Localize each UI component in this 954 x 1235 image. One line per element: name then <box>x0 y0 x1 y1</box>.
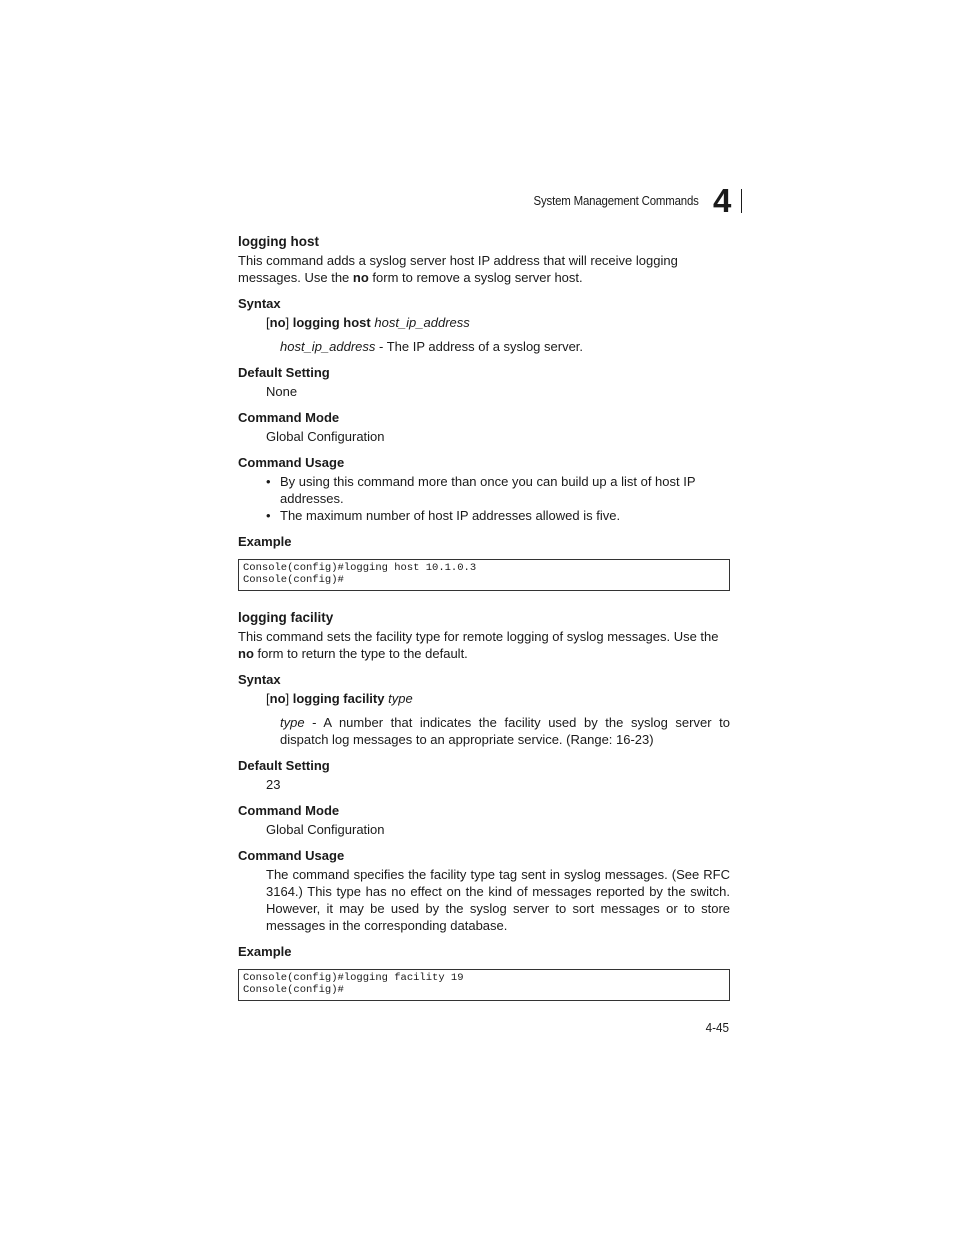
example-code-block: Console(config)#logging facility 19 Console(config)# <box>238 969 730 1001</box>
page-number: 4-45 <box>705 1020 729 1035</box>
syntax-parameter: host_ip_address <box>374 315 470 330</box>
description-text: form to return the type to the default. <box>253 646 468 661</box>
syntax-no-keyword: no <box>269 315 286 330</box>
default-setting-heading: Default Setting <box>238 758 330 773</box>
description-keyword: no <box>352 270 369 285</box>
parameter-text: - The IP address of a syslog server. <box>375 339 584 354</box>
parameter-text: - A number that indicates the facility used by the syslog server to dispatch log messages to an appropriate service. (Range: 16-23) <box>280 715 730 747</box>
running-header: System Management Commands <box>533 193 699 208</box>
parameter-description <box>280 338 730 355</box>
syntax-no-keyword: no <box>269 691 286 706</box>
default-setting-value: 23 <box>266 777 281 792</box>
parameter-name: host_ip_address <box>280 339 376 354</box>
syntax-heading: Syntax <box>238 672 281 687</box>
default-setting-value: None <box>266 384 298 399</box>
syntax-bracket: ] <box>285 315 293 330</box>
usage-list <box>238 473 730 524</box>
command-mode-value: Global Configuration <box>266 822 385 837</box>
syntax-command: logging host <box>292 315 371 330</box>
default-setting-heading: Default Setting <box>238 365 330 380</box>
command-title: logging host <box>238 234 319 249</box>
command-description <box>238 252 730 286</box>
command-mode-heading: Command Mode <box>238 410 340 425</box>
usage-paragraph: The command specifies the facility type tag sent in syslog messages. (See RFC 3164.) This type has no effect on the kind of messages reported by the switch. However, it may be used by the syslog server to sort messages or to store messages in the corresponding database. <box>266 867 730 933</box>
description-keyword: no <box>238 646 254 661</box>
description-text: This command adds a syslog server host IP address that will receive logging messages. Use the <box>238 253 678 285</box>
chapter-number: 4 <box>713 182 732 219</box>
command-title: logging facility <box>238 610 334 625</box>
example-heading: Example <box>238 944 292 959</box>
section-logging-host <box>238 233 730 591</box>
description-text: form to remove a syslog server host. <box>368 270 583 285</box>
syntax-bracket: [ <box>266 315 270 330</box>
command-mode-heading: Command Mode <box>238 803 340 818</box>
section-logging-facility <box>238 609 730 1001</box>
syntax-line <box>266 690 730 707</box>
description-text: This command sets the facility type for remote logging of syslog messages. Use the <box>238 629 719 644</box>
command-usage-heading: Command Usage <box>238 455 345 470</box>
example-code-block: Console(config)#logging host 10.1.0.3 Console(config)# <box>238 559 730 591</box>
syntax-bracket: [ <box>266 691 270 706</box>
command-description <box>238 628 730 662</box>
syntax-command: logging facility <box>292 691 385 706</box>
command-mode-value: Global Configuration <box>266 429 385 444</box>
list-item: • By using this command more than once you can build up a list of host IP addresses. <box>280 473 730 507</box>
syntax-heading: Syntax <box>238 296 281 311</box>
example-heading: Example <box>238 534 292 549</box>
chapter-divider <box>741 189 742 213</box>
syntax-bracket: ] <box>285 691 293 706</box>
syntax-line <box>266 314 730 331</box>
page-content <box>238 233 730 1001</box>
command-usage-heading: Command Usage <box>238 848 345 863</box>
syntax-parameter: type <box>388 691 413 706</box>
parameter-description <box>280 714 730 748</box>
parameter-name: type <box>280 715 305 730</box>
list-item: • The maximum number of host IP addresses allowed is five. <box>280 507 730 524</box>
